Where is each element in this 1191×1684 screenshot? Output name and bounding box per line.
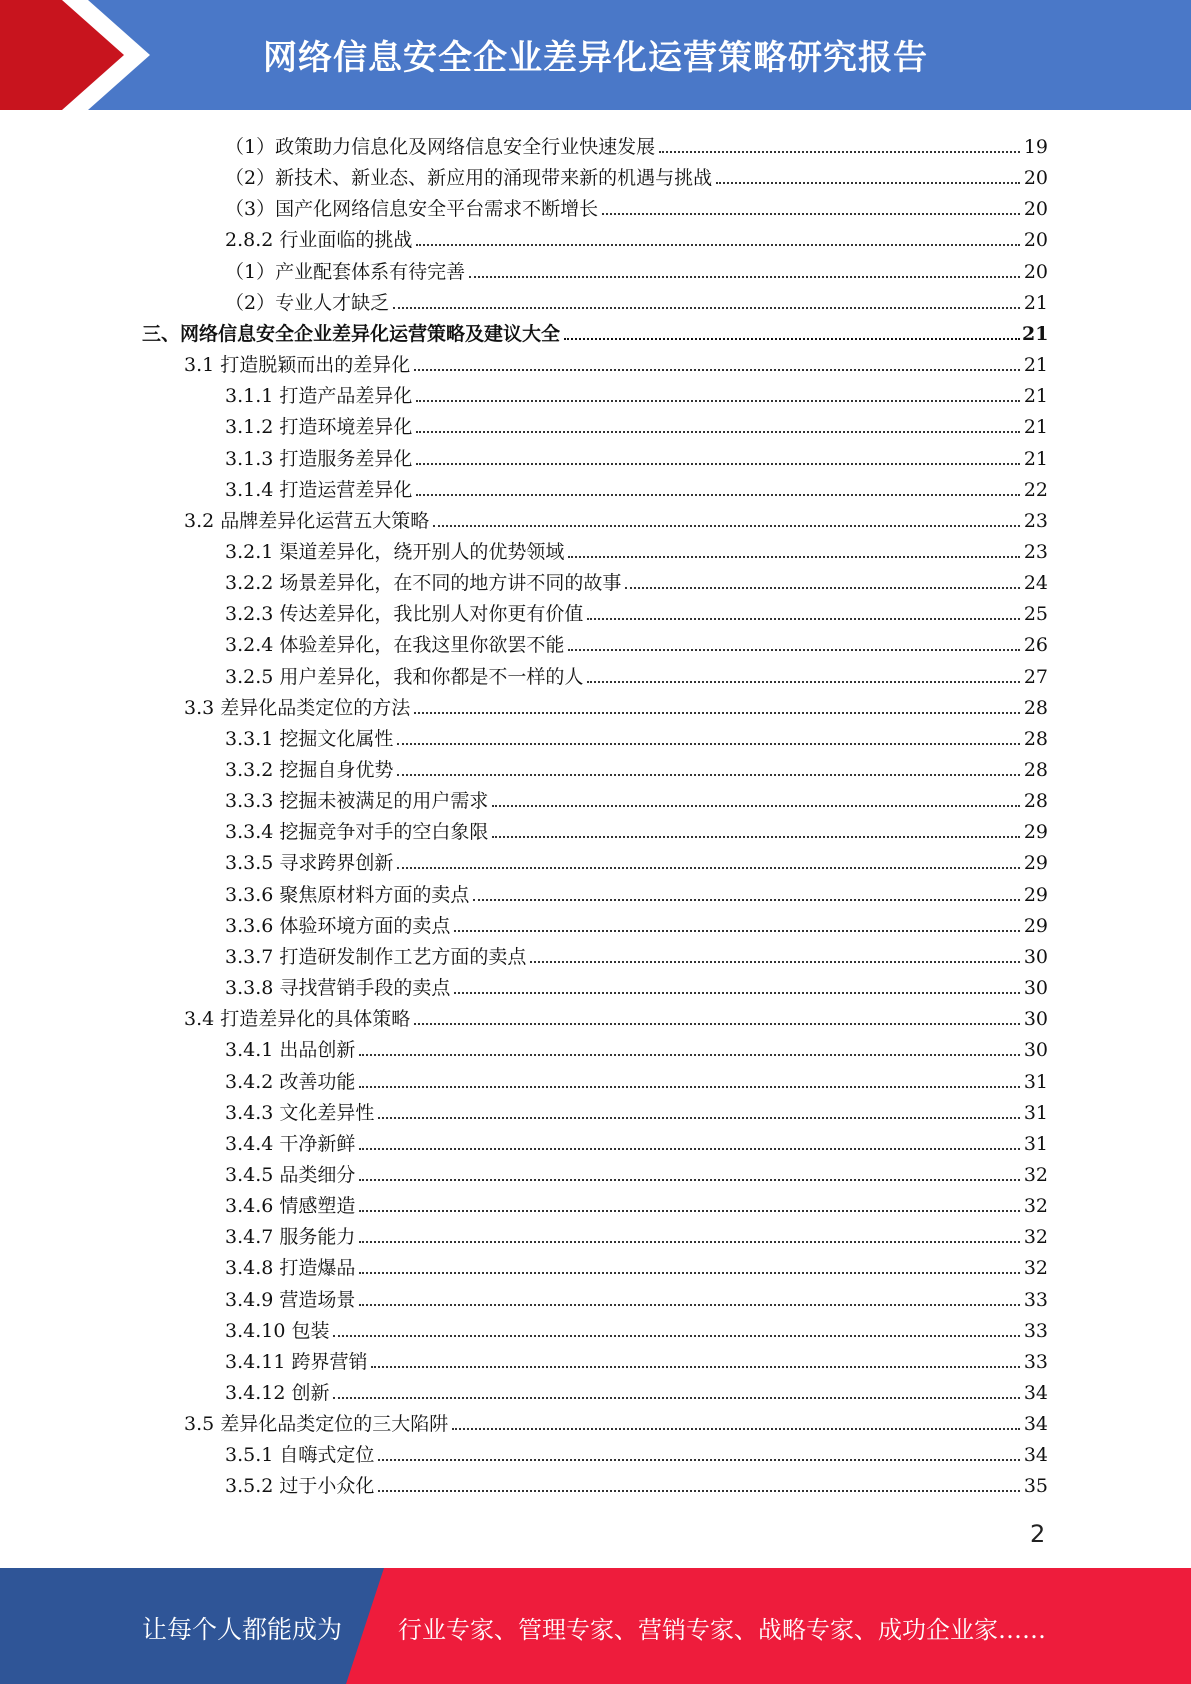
toc-entry-page: 33 [1023,1319,1048,1342]
toc-entry-title: 3.3 差异化品类定位的方法 [184,696,411,719]
toc-entry-title: 3.4.7 服务能力 [225,1226,356,1249]
toc-entry[interactable] [0,284,1048,315]
toc-entry-title: （1）政策助力信息化及网络信息安全行业快速发展 [225,136,656,158]
toc-entry-page: 28 [1023,759,1048,781]
toc-entry-page: 28 [1023,790,1048,813]
toc-entry[interactable] [0,377,1048,408]
toc-dot-leader [378,1490,1020,1492]
toc-entry-page: 35 [1023,1475,1048,1498]
toc-entry-page: 25 [1023,603,1048,626]
toc-entry[interactable] [0,190,1048,221]
toc-dot-leader [454,992,1020,994]
toc-dot-leader [587,681,1020,683]
toc-entry[interactable] [0,1094,1048,1125]
toc-entry[interactable] [0,782,1048,813]
toc-entry-title: 3.3.8 寻找营销手段的卖点 [225,977,451,1000]
toc-entry[interactable] [0,253,1048,284]
toc-entry[interactable] [0,471,1048,502]
toc-entry[interactable] [0,1125,1048,1156]
toc-dot-leader [568,649,1020,651]
toc-entry-page: 23 [1023,540,1048,563]
toc-entry[interactable] [0,969,1048,1000]
toc-entry-title: 3.1.3 打造服务差异化 [225,447,413,470]
toc-entry-page: 32 [1023,1257,1048,1280]
toc-entry[interactable] [0,813,1048,844]
toc-dot-leader [397,774,1020,776]
toc-entry-title: 3.3.5 寻求跨界创新 [225,852,394,875]
toc-entry-title: 3.4.10 包装 [225,1319,330,1342]
toc-entry-page: 22 [1023,478,1048,501]
toc-entry-page: 29 [1023,821,1048,844]
toc-dot-leader [416,494,1020,496]
toc-dot-leader [371,1366,1020,1368]
toc-dot-leader [564,338,1020,340]
toc-entry-title: 3.2.2 场景差异化，在不同的地方讲不同的故事 [225,572,622,595]
toc-entry[interactable] [0,1187,1048,1218]
toc-entry[interactable] [0,689,1048,720]
footer-slogan-left: 让每个人都能成为 [142,1615,343,1644]
toc-dot-leader [378,1117,1020,1119]
toc-dot-leader [359,1304,1020,1306]
toc-entry-page: 30 [1023,1039,1048,1062]
toc-entry-page: 24 [1023,572,1048,595]
toc-entry[interactable] [0,1031,1048,1062]
toc-entry-title: （2）专业人才缺乏 [225,291,390,314]
toc-dot-leader [454,930,1020,932]
toc-entry[interactable] [0,159,1048,190]
toc-entry-title: 3.3.6 体验环境方面的卖点 [225,914,451,937]
toc-entry-page: 20 [1023,198,1048,221]
toc-entry[interactable] [0,1405,1048,1436]
toc-entry-title: 3.4.2 改善功能 [225,1070,356,1093]
toc-entry-title: 3.4.9 营造场景 [225,1288,356,1311]
toc-entry-title: 3.3.7 打造研发制作工艺方面的卖点 [225,945,527,968]
toc-entry-title: （2）新技术、新业态、新应用的涌现带来新的机遇与挑战 [225,167,713,190]
toc-entry-title: 3.4.5 品类细分 [225,1163,356,1186]
page-footer [0,1568,1191,1684]
toc-dot-leader [397,867,1020,869]
toc-entry-page: 21 [1023,291,1048,314]
toc-entry-page: 19 [1023,136,1048,158]
toc-entry-title: 3.4.6 情感塑造 [225,1195,356,1218]
toc-entry-page: 30 [1023,945,1048,968]
toc-entry-title: 3.5.2 过于小众化 [225,1475,375,1498]
page-header [0,0,1191,110]
toc-entry[interactable] [0,595,1048,626]
toc-dot-leader [469,276,1020,278]
toc-dot-leader [414,712,1020,714]
toc-entry-title: 3.3.2 挖掘自身优势 [225,759,394,781]
toc-entry-title: 3.1 打造脱颖而出的差异化 [184,354,411,377]
toc-dot-leader [359,1054,1020,1056]
toc-dot-leader [393,307,1020,309]
toc-entry[interactable] [0,751,1048,782]
toc-entry[interactable] [0,1218,1048,1249]
toc-entry-page: 31 [1023,1070,1048,1093]
toc-entry[interactable] [0,1312,1048,1343]
toc-dot-leader [333,1335,1020,1337]
toc-entry[interactable] [0,221,1048,252]
toc-dot-leader [378,1459,1020,1461]
toc-entry-title: 3.2 品牌差异化运营五大策略 [184,509,430,532]
toc-entry-title: 3.2.3 传达差异化，我比别人对你更有价值 [225,603,584,626]
toc-entry-page: 21 [1023,385,1048,408]
toc-entry-title: 3.3.6 聚焦原材料方面的卖点 [225,883,470,906]
toc-entry[interactable] [0,720,1048,751]
toc-entry[interactable] [0,844,1048,875]
toc-entry-page: 29 [1023,883,1048,906]
toc-entry-page: 21 [1022,322,1049,345]
toc-dot-leader [359,1179,1020,1181]
toc-entry-title: 3.5 差异化品类定位的三大陷阱 [184,1413,449,1436]
toc-dot-leader [659,151,1020,153]
toc-entry-page: 34 [1023,1413,1048,1436]
toc-entry-title: 3.2.4 体验差异化，在我这里你欲罢不能 [225,634,565,657]
toc-entry-title: （1）产业配套体系有待完善 [225,260,466,283]
toc-dot-leader [530,961,1020,963]
toc-dot-leader [433,525,1020,527]
toc-dot-leader [492,805,1020,807]
toc-entry[interactable] [0,1467,1048,1498]
toc-entry-page: 21 [1023,416,1048,439]
toc-entry-page: 21 [1023,447,1048,470]
toc-entry[interactable] [0,128,1048,159]
toc-entry-title: 3.5.1 自嗨式定位 [225,1444,375,1467]
toc-entry[interactable] [0,440,1048,471]
toc-entry-page: 34 [1023,1444,1048,1467]
toc-entry[interactable] [0,1374,1048,1405]
toc-dot-leader [492,836,1020,838]
page-number: 2 [1030,1520,1046,1548]
toc-entry[interactable] [0,876,1048,907]
toc-entry[interactable] [0,502,1048,533]
toc-entry[interactable] [0,907,1048,938]
toc-entry[interactable] [0,1000,1048,1031]
toc-entry-title: 3.1.1 打造产品差异化 [225,385,413,408]
toc-entry-page: 21 [1023,354,1048,377]
toc-dot-leader [587,618,1020,620]
toc-entry-title: 三、网络信息安全企业差异化运营策略及建议大全 [142,322,561,345]
toc-entry[interactable] [0,626,1048,657]
toc-dot-leader [359,1241,1020,1243]
toc-entry-page: 28 [1023,727,1048,750]
toc-entry-page: 20 [1023,167,1048,190]
toc-dot-leader [416,463,1020,465]
toc-entry-page: 33 [1023,1350,1048,1373]
toc-entry-page: 20 [1023,229,1048,252]
toc-entry-page: 27 [1023,665,1048,688]
toc-entry-page: 30 [1023,977,1048,1000]
toc-entry-title: 3.3.1 挖掘文化属性 [225,727,394,750]
toc-dot-leader [414,369,1020,371]
toc-entry-title: 3.1.2 打造环境差异化 [225,416,413,439]
toc-dot-leader [416,431,1020,433]
toc-entry-page: 31 [1023,1101,1048,1124]
toc-dot-leader [359,1272,1020,1274]
toc-dot-leader [416,400,1020,402]
toc-entry[interactable] [0,564,1048,595]
toc-entry[interactable] [0,1063,1048,1094]
toc-dot-leader [625,587,1020,589]
toc-entry-title: 2.8.2 行业面临的挑战 [225,229,413,252]
toc-entry[interactable] [0,533,1048,564]
toc-entry[interactable] [0,346,1048,377]
toc-entry-page: 20 [1023,260,1048,283]
toc-entry-title: 3.4 打造差异化的具体策略 [184,1008,411,1031]
toc-dot-leader [397,743,1020,745]
toc-entry[interactable] [0,315,1048,346]
toc-dot-leader [416,244,1020,246]
toc-entry-page: 29 [1023,852,1048,875]
toc-entry-title: 3.3.3 挖掘未被满足的用户需求 [225,790,489,813]
toc-entry-title: 3.1.4 打造运营差异化 [225,478,413,501]
report-title: 网络信息安全企业差异化运营策略研究报告 [263,38,928,78]
toc-entry-title: 3.4.1 出品创新 [225,1039,356,1062]
toc-entry-title: （3）国产化网络信息安全平台需求不断增长 [225,198,599,221]
toc-dot-leader [452,1428,1020,1430]
toc-entry[interactable] [0,1343,1048,1374]
toc-entry-page: 33 [1023,1288,1048,1311]
toc-dot-leader [602,213,1020,215]
toc-dot-leader [359,1148,1020,1150]
toc-dot-leader [359,1086,1020,1088]
toc-entry-page: 32 [1023,1226,1048,1249]
toc-entry-page: 30 [1023,1008,1048,1031]
toc-entry-page: 29 [1023,914,1048,937]
toc-entry-title: 3.4.3 文化差异性 [225,1101,375,1124]
toc-entry-title: 3.2.5 用户差异化，我和你都是不一样的人 [225,665,584,688]
toc-entry-page: 23 [1023,509,1048,532]
toc-entry-page: 28 [1023,696,1048,719]
toc-dot-leader [568,556,1020,558]
toc-entry-page: 32 [1023,1163,1048,1186]
toc-entry[interactable] [0,1156,1048,1187]
toc-dot-leader [333,1397,1020,1399]
toc-entry[interactable] [0,1436,1048,1467]
toc-entry[interactable] [0,1249,1048,1280]
toc-entry-title: 3.4.12 创新 [225,1382,330,1404]
toc-entry-title: 3.3.4 挖掘竞争对手的空白象限 [225,821,489,844]
toc-entry-title: 3.4.11 跨界营销 [225,1350,368,1373]
toc-entry-title: 3.4.4 干净新鲜 [225,1132,356,1155]
toc-entry-page: 34 [1023,1382,1048,1404]
toc-entry[interactable] [0,408,1048,439]
footer-slogan-right: 行业专家、管理专家、营销专家、战略专家、成功企业家…… [398,1616,1046,1644]
toc-dot-leader [359,1210,1020,1212]
toc-entry-title: 3.4.8 打造爆品 [225,1257,356,1280]
toc-entry-title: 3.2.1 渠道差异化，绕开别人的优势领域 [225,540,565,563]
toc-entry-page: 31 [1023,1132,1048,1155]
toc-dot-leader [716,182,1020,184]
toc-entry-page: 32 [1023,1195,1048,1218]
toc-entry-page: 26 [1023,634,1048,657]
toc-dot-leader [473,899,1020,901]
toc-entry[interactable] [0,1281,1048,1312]
toc-dot-leader [414,1023,1020,1025]
toc-entry[interactable] [0,938,1048,969]
toc-entry[interactable] [0,658,1048,689]
